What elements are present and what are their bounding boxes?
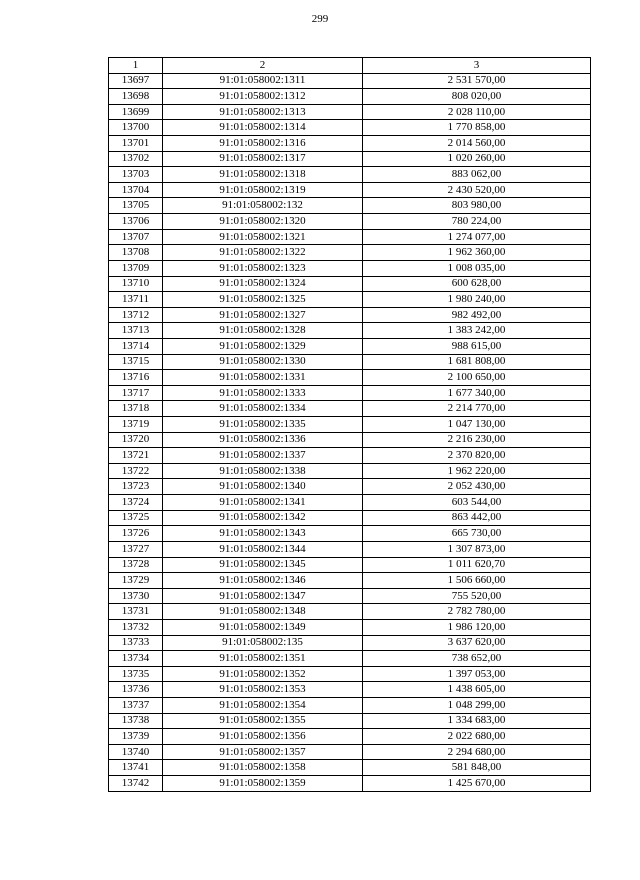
table-row (109, 479, 591, 495)
cadastral-number-cell: 91:01:058002:1329 (163, 338, 363, 354)
table-row (109, 776, 591, 792)
cadastral-number-cell: 91:01:058002:1316 (163, 136, 363, 152)
table-row (109, 167, 591, 183)
cadastral-number-cell: 91:01:058002:1356 (163, 729, 363, 745)
cadastral-number-cell: 91:01:058002:1342 (163, 510, 363, 526)
value-cell: 803 980,00 (363, 198, 591, 214)
cadastral-number-cell: 91:01:058002:1355 (163, 713, 363, 729)
cadastral-number-cell: 91:01:058002:1312 (163, 89, 363, 105)
value-cell: 2 052 430,00 (363, 479, 591, 495)
value-cell: 1 438 605,00 (363, 682, 591, 698)
cadastral-number-cell: 91:01:058002:1325 (163, 292, 363, 308)
table-row (109, 260, 591, 276)
table-row (109, 229, 591, 245)
cadastral-number-cell: 91:01:058002:1344 (163, 541, 363, 557)
row-number-cell: 13736 (109, 682, 163, 698)
table-row (109, 338, 591, 354)
row-number-cell: 13701 (109, 136, 163, 152)
table-row (109, 432, 591, 448)
value-cell: 883 062,00 (363, 167, 591, 183)
cadastral-number-cell: 91:01:058002:1351 (163, 651, 363, 667)
cadastral-number-cell: 91:01:058002:1323 (163, 260, 363, 276)
row-number-cell: 13698 (109, 89, 163, 105)
value-cell: 988 615,00 (363, 338, 591, 354)
cadastral-number-cell: 91:01:058002:1317 (163, 151, 363, 167)
value-cell: 2 214 770,00 (363, 401, 591, 417)
table-row (109, 120, 591, 136)
row-number-cell: 13735 (109, 666, 163, 682)
table-row (109, 744, 591, 760)
row-number-cell: 13705 (109, 198, 163, 214)
row-number-cell: 13697 (109, 73, 163, 89)
row-number-cell: 13706 (109, 214, 163, 230)
row-number-cell: 13724 (109, 495, 163, 511)
column-header-1: 1 (109, 58, 163, 74)
row-number-cell: 13722 (109, 463, 163, 479)
table-row (109, 136, 591, 152)
table-row (109, 541, 591, 557)
cadastral-number-cell: 91:01:058002:1343 (163, 526, 363, 542)
value-cell: 2 100 650,00 (363, 370, 591, 386)
cadastral-number-cell: 91:01:058002:1354 (163, 697, 363, 713)
cadastral-number-cell: 91:01:058002:1349 (163, 619, 363, 635)
row-number-cell: 13709 (109, 260, 163, 276)
value-cell: 1 307 873,00 (363, 541, 591, 557)
row-number-cell: 13733 (109, 635, 163, 651)
table-row (109, 697, 591, 713)
table-row (109, 588, 591, 604)
value-cell: 1 986 120,00 (363, 619, 591, 635)
row-number-cell: 13719 (109, 417, 163, 433)
column-header-3: 3 (363, 58, 591, 74)
row-number-cell: 13716 (109, 370, 163, 386)
value-cell: 2 028 110,00 (363, 104, 591, 120)
table-row (109, 292, 591, 308)
row-number-cell: 13734 (109, 651, 163, 667)
value-cell: 1 962 220,00 (363, 463, 591, 479)
row-number-cell: 13731 (109, 604, 163, 620)
cadastral-number-cell: 91:01:058002:1336 (163, 432, 363, 448)
cadastral-number-cell: 91:01:058002:1337 (163, 448, 363, 464)
value-cell: 982 492,00 (363, 307, 591, 323)
cadastral-number-cell: 91:01:058002:1353 (163, 682, 363, 698)
cadastral-number-cell: 91:01:058002:1334 (163, 401, 363, 417)
value-cell: 1 397 053,00 (363, 666, 591, 682)
row-number-cell: 13726 (109, 526, 163, 542)
table-row (109, 573, 591, 589)
value-cell: 3 637 620,00 (363, 635, 591, 651)
value-cell: 2 294 680,00 (363, 744, 591, 760)
row-number-cell: 13732 (109, 619, 163, 635)
value-cell: 2 014 560,00 (363, 136, 591, 152)
page-number: 299 (311, 13, 329, 25)
table-row (109, 401, 591, 417)
table-row (109, 417, 591, 433)
row-number-cell: 13730 (109, 588, 163, 604)
column-header-2: 2 (163, 58, 363, 74)
cadastral-number-cell: 91:01:058002:1324 (163, 276, 363, 292)
cadastral-number-cell: 91:01:058002:1314 (163, 120, 363, 136)
table-row (109, 89, 591, 105)
value-cell: 1 980 240,00 (363, 292, 591, 308)
value-cell: 1 274 077,00 (363, 229, 591, 245)
table-row (109, 354, 591, 370)
row-number-cell: 13740 (109, 744, 163, 760)
row-number-cell: 13715 (109, 354, 163, 370)
row-number-cell: 13728 (109, 557, 163, 573)
value-cell: 780 224,00 (363, 214, 591, 230)
cadastral-number-cell: 91:01:058002:1333 (163, 385, 363, 401)
table-row (109, 151, 591, 167)
table-row (109, 510, 591, 526)
cadastral-number-cell: 91:01:058002:1352 (163, 666, 363, 682)
row-number-cell: 13708 (109, 245, 163, 261)
value-cell: 1 681 808,00 (363, 354, 591, 370)
cadastral-number-cell: 91:01:058002:132 (163, 198, 363, 214)
cadastral-number-cell: 91:01:058002:1322 (163, 245, 363, 261)
table-row (109, 666, 591, 682)
table-row (109, 370, 591, 386)
table-row (109, 526, 591, 542)
row-number-cell: 13707 (109, 229, 163, 245)
cadastral-number-cell: 91:01:058002:1348 (163, 604, 363, 620)
value-cell: 1 011 620,70 (363, 557, 591, 573)
cadastral-number-cell: 91:01:058002:1346 (163, 573, 363, 589)
value-cell: 1 425 670,00 (363, 776, 591, 792)
table-row (109, 385, 591, 401)
table-row (109, 557, 591, 573)
table-row (109, 73, 591, 89)
row-number-cell: 13704 (109, 182, 163, 198)
value-cell: 808 020,00 (363, 89, 591, 105)
row-number-cell: 13711 (109, 292, 163, 308)
value-cell: 1 962 360,00 (363, 245, 591, 261)
cadastral-number-cell: 91:01:058002:1359 (163, 776, 363, 792)
cadastral-number-cell: 91:01:058002:1341 (163, 495, 363, 511)
table-row (109, 214, 591, 230)
row-number-cell: 13738 (109, 713, 163, 729)
value-cell: 603 544,00 (363, 495, 591, 511)
value-cell: 863 442,00 (363, 510, 591, 526)
cadastral-number-cell: 91:01:058002:1345 (163, 557, 363, 573)
cadastral-number-cell: 91:01:058002:1319 (163, 182, 363, 198)
table-row (109, 198, 591, 214)
value-cell: 2 531 570,00 (363, 73, 591, 89)
cadastral-number-cell: 91:01:058002:1358 (163, 760, 363, 776)
value-cell: 1 020 260,00 (363, 151, 591, 167)
cadastral-number-cell: 91:01:058002:1313 (163, 104, 363, 120)
cadastral-number-cell: 91:01:058002:1338 (163, 463, 363, 479)
value-cell: 1 677 340,00 (363, 385, 591, 401)
row-number-cell: 13727 (109, 541, 163, 557)
cadastral-number-cell: 91:01:058002:1320 (163, 214, 363, 230)
cadastral-number-cell: 91:01:058002:1328 (163, 323, 363, 339)
value-cell: 2 370 820,00 (363, 448, 591, 464)
value-cell: 1 047 130,00 (363, 417, 591, 433)
table-row (109, 276, 591, 292)
cadastral-value-table (108, 57, 591, 792)
cadastral-number-cell: 91:01:058002:1311 (163, 73, 363, 89)
table-row (109, 448, 591, 464)
table-row (109, 604, 591, 620)
table-row (109, 713, 591, 729)
value-cell: 2 022 680,00 (363, 729, 591, 745)
row-number-cell: 13741 (109, 760, 163, 776)
table-row (109, 619, 591, 635)
cadastral-number-cell: 91:01:058002:1318 (163, 167, 363, 183)
table-body (109, 73, 591, 791)
value-cell: 1 048 299,00 (363, 697, 591, 713)
value-cell: 755 520,00 (363, 588, 591, 604)
table-row (109, 760, 591, 776)
cadastral-number-cell: 91:01:058002:1357 (163, 744, 363, 760)
value-cell: 1 770 858,00 (363, 120, 591, 136)
cadastral-number-cell: 91:01:058002:1340 (163, 479, 363, 495)
row-number-cell: 13725 (109, 510, 163, 526)
row-number-cell: 13713 (109, 323, 163, 339)
table-row (109, 104, 591, 120)
row-number-cell: 13737 (109, 697, 163, 713)
value-cell: 665 730,00 (363, 526, 591, 542)
table-row (109, 307, 591, 323)
table-row (109, 182, 591, 198)
value-cell: 1 383 242,00 (363, 323, 591, 339)
cadastral-number-cell: 91:01:058002:1331 (163, 370, 363, 386)
cadastral-number-cell: 91:01:058002:1347 (163, 588, 363, 604)
value-cell: 1 008 035,00 (363, 260, 591, 276)
value-cell: 2 430 520,00 (363, 182, 591, 198)
row-number-cell: 13712 (109, 307, 163, 323)
row-number-cell: 13714 (109, 338, 163, 354)
row-number-cell: 13717 (109, 385, 163, 401)
row-number-cell: 13720 (109, 432, 163, 448)
row-number-cell: 13742 (109, 776, 163, 792)
value-cell: 581 848,00 (363, 760, 591, 776)
row-number-cell: 13729 (109, 573, 163, 589)
row-number-cell: 13699 (109, 104, 163, 120)
cadastral-number-cell: 91:01:058002:1321 (163, 229, 363, 245)
table-row (109, 651, 591, 667)
table-header-row (109, 58, 591, 74)
value-cell: 600 628,00 (363, 276, 591, 292)
value-cell: 2 216 230,00 (363, 432, 591, 448)
value-cell: 1 334 683,00 (363, 713, 591, 729)
row-number-cell: 13700 (109, 120, 163, 136)
cadastral-number-cell: 91:01:058002:1330 (163, 354, 363, 370)
value-cell: 2 782 780,00 (363, 604, 591, 620)
table-row (109, 729, 591, 745)
row-number-cell: 13702 (109, 151, 163, 167)
cadastral-number-cell: 91:01:058002:1327 (163, 307, 363, 323)
row-number-cell: 13739 (109, 729, 163, 745)
table-row (109, 245, 591, 261)
cadastral-number-cell: 91:01:058002:135 (163, 635, 363, 651)
value-cell: 738 652,00 (363, 651, 591, 667)
row-number-cell: 13718 (109, 401, 163, 417)
table-row (109, 635, 591, 651)
row-number-cell: 13703 (109, 167, 163, 183)
row-number-cell: 13710 (109, 276, 163, 292)
table-row (109, 682, 591, 698)
row-number-cell: 13723 (109, 479, 163, 495)
value-cell: 1 506 660,00 (363, 573, 591, 589)
row-number-cell: 13721 (109, 448, 163, 464)
table-row (109, 495, 591, 511)
table-row (109, 323, 591, 339)
cadastral-number-cell: 91:01:058002:1335 (163, 417, 363, 433)
table-row (109, 463, 591, 479)
